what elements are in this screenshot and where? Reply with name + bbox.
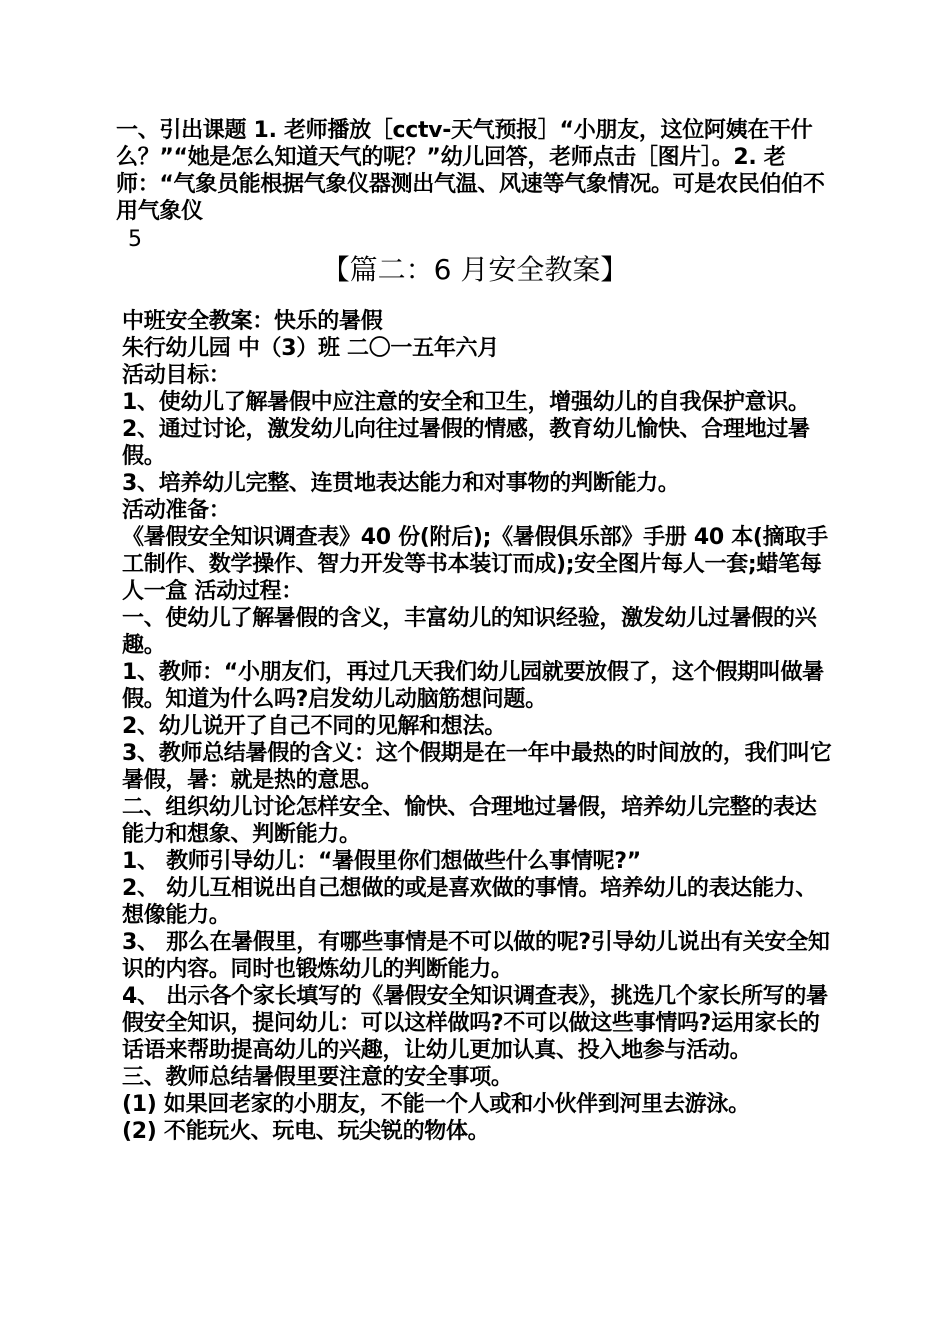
paragraph: 《暑假安全知识调查表》40 份(附后);《暑假俱乐部》手册 40 本(摘取手工制作、数学操作、智力开发等书本装订而成);安全图片每人一套;蜡笔每人一盒 活动过程： [122,525,828,604]
paragraph: 3、培养幼儿完整、连贯地表达能力和对事物的判断能力。 [122,471,680,496]
paragraph: 2、幼儿说开了自己不同的见解和想法。 [122,714,506,739]
paragraph: 2、 幼儿互相说出自己想做的或是喜欢做的事情。培养幼儿的表达能力、想像能力。 [122,876,818,928]
preparation-heading: 活动准备： [122,498,231,523]
paragraph: (1) 如果回老家的小朋友，不能一个人或和小伙伴到河里去游泳。 [122,1092,750,1117]
paragraph: (2) 不能玩火、玩电、玩尖锐的物体。 [122,1119,490,1144]
paragraph: 一、使幼儿了解暑假的含义，丰富幼儿的知识经验，激发幼儿过暑假的兴趣。 [122,606,817,658]
paragraph: 三、教师总结暑假里要注意的安全事项。 [122,1065,513,1090]
body-section [116,308,836,1145]
paragraph: 3、教师总结暑假的含义：这个假期是在一年中最热的时间放的，我们叫它暑假，暑：就是热的意思。 [122,741,832,793]
paragraph: 1、 教师引导幼儿：“暑假里你们想做些什么事情呢?” [122,849,641,874]
top-section [116,117,836,255]
intro-paragraph: 一、引出课题 1. 老师播放［cctv-天气预报］“小朋友，这位阿姨在干什么？”“她是怎么知道天气的呢？”幼儿回答，老师点击［图片］。2. 老师：“气象员能根据气象仪器测出气温、风速等气象情况。可是农民伯伯不用气象仪 [116,118,825,224]
goals-heading: 活动目标： [122,363,231,388]
page-number: 5 [128,227,142,252]
paragraph: 1、教师：“小朋友们，再过几天我们幼儿园就要放假了，这个假期叫做暑假。知道为什么吗?启发幼儿动脑筋想问题。 [122,660,824,712]
lesson-class-info: 朱行幼儿园 中（3）班 二〇一五年六月 [122,336,499,361]
paragraph: 2、通过讨论，激发幼儿向往过暑假的情感，教育幼儿愉快、合理地过暑假。 [122,417,810,469]
paragraph: 3、 那么在暑假里，有哪些事情是不可以做的呢?引导幼儿说出有关安全知识的内容。同时也锻炼幼儿的判断能力。 [122,930,830,982]
section-heading: 【篇二：6 月安全教案】 [321,253,629,286]
lesson-title: 中班安全教案：快乐的暑假 [122,309,383,334]
paragraph: 1、使幼儿了解暑假中应注意的安全和卫生，增强幼儿的自我保护意识。 [122,390,810,415]
paragraph: 二、组织幼儿讨论怎样安全、愉快、合理地过暑假，培养幼儿完整的表达能力和想象、判断能力。 [122,795,817,847]
paragraph: 4、 出示各个家长填写的《暑假安全知识调查表》，挑选几个家长所写的暑假安全知识，提问幼儿：可以这样做吗?不可以做这些事情吗?运用家长的话语来帮助提高幼儿的兴趣，让幼儿更加认真、投入地参与活动。 [122,984,828,1063]
